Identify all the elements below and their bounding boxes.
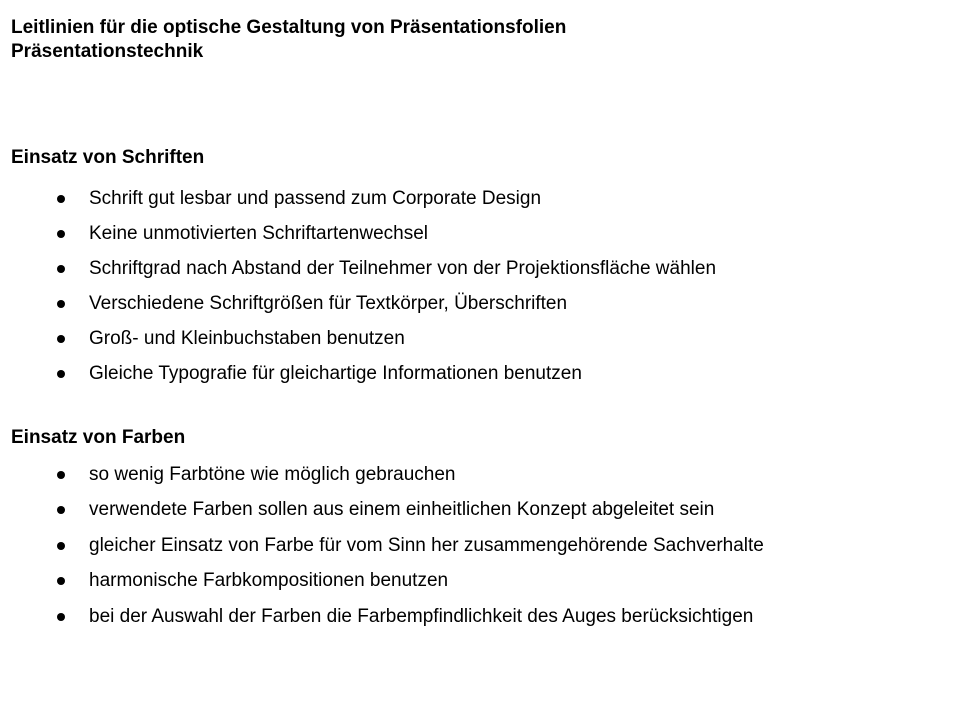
bullet-dot-icon	[57, 613, 65, 621]
list-item-text: so wenig Farbtöne wie möglich gebrauchen	[89, 463, 456, 485]
list-item-text: verwendete Farben sollen aus einem einheitlichen Konzept abgeleitet sein	[89, 499, 715, 521]
list-item-text: Schriftgrad nach Abstand der Teilnehmer von der Projektionsfläche wählen	[89, 257, 717, 279]
slide-header	[11, 16, 566, 64]
bullet-dot-icon	[57, 506, 65, 514]
bullet-dot-icon	[57, 300, 65, 308]
slide-title: Leitlinien für die optische Gestaltung von Präsentationsfolien	[11, 17, 567, 38]
list-item-text: Verschiedene Schriftgrößen für Textkörper, Überschriften	[89, 292, 568, 314]
list-item-text: gleicher Einsatz von Farbe für vom Sinn her zusammengehörende Sachverhalte	[89, 534, 764, 556]
list-item-text: bei der Auswahl der Farben die Farbempfindlichkeit des Auges berücksichtigen	[89, 605, 754, 627]
list-item-text: harmonische Farbkompositionen benutzen	[89, 570, 449, 592]
bullet-dot-icon	[57, 265, 65, 273]
list-item-text: Keine unmotivierten Schriftartenwechsel	[89, 222, 429, 244]
bullet-dot-icon	[57, 542, 65, 550]
bullet-dot-icon	[57, 195, 65, 203]
bullet-dot-icon	[57, 335, 65, 343]
slide-subtitle: Präsentationstechnik	[11, 41, 204, 62]
bullet-dot-icon	[57, 370, 65, 378]
bullet-dot-icon	[57, 230, 65, 238]
list-item-text: Gleiche Typografie für gleichartige Informationen benutzen	[89, 362, 582, 384]
list-item-text: Groß- und Kleinbuchstaben benutzen	[89, 327, 405, 349]
bullet-dot-icon	[57, 471, 65, 479]
section-title-schriften: Einsatz von Schriften	[11, 147, 205, 168]
bullet-dot-icon	[57, 577, 65, 585]
list-item-text: Schrift gut lesbar und passend zum Corporate Design	[89, 187, 542, 209]
section-title-farben: Einsatz von Farben	[11, 427, 186, 448]
